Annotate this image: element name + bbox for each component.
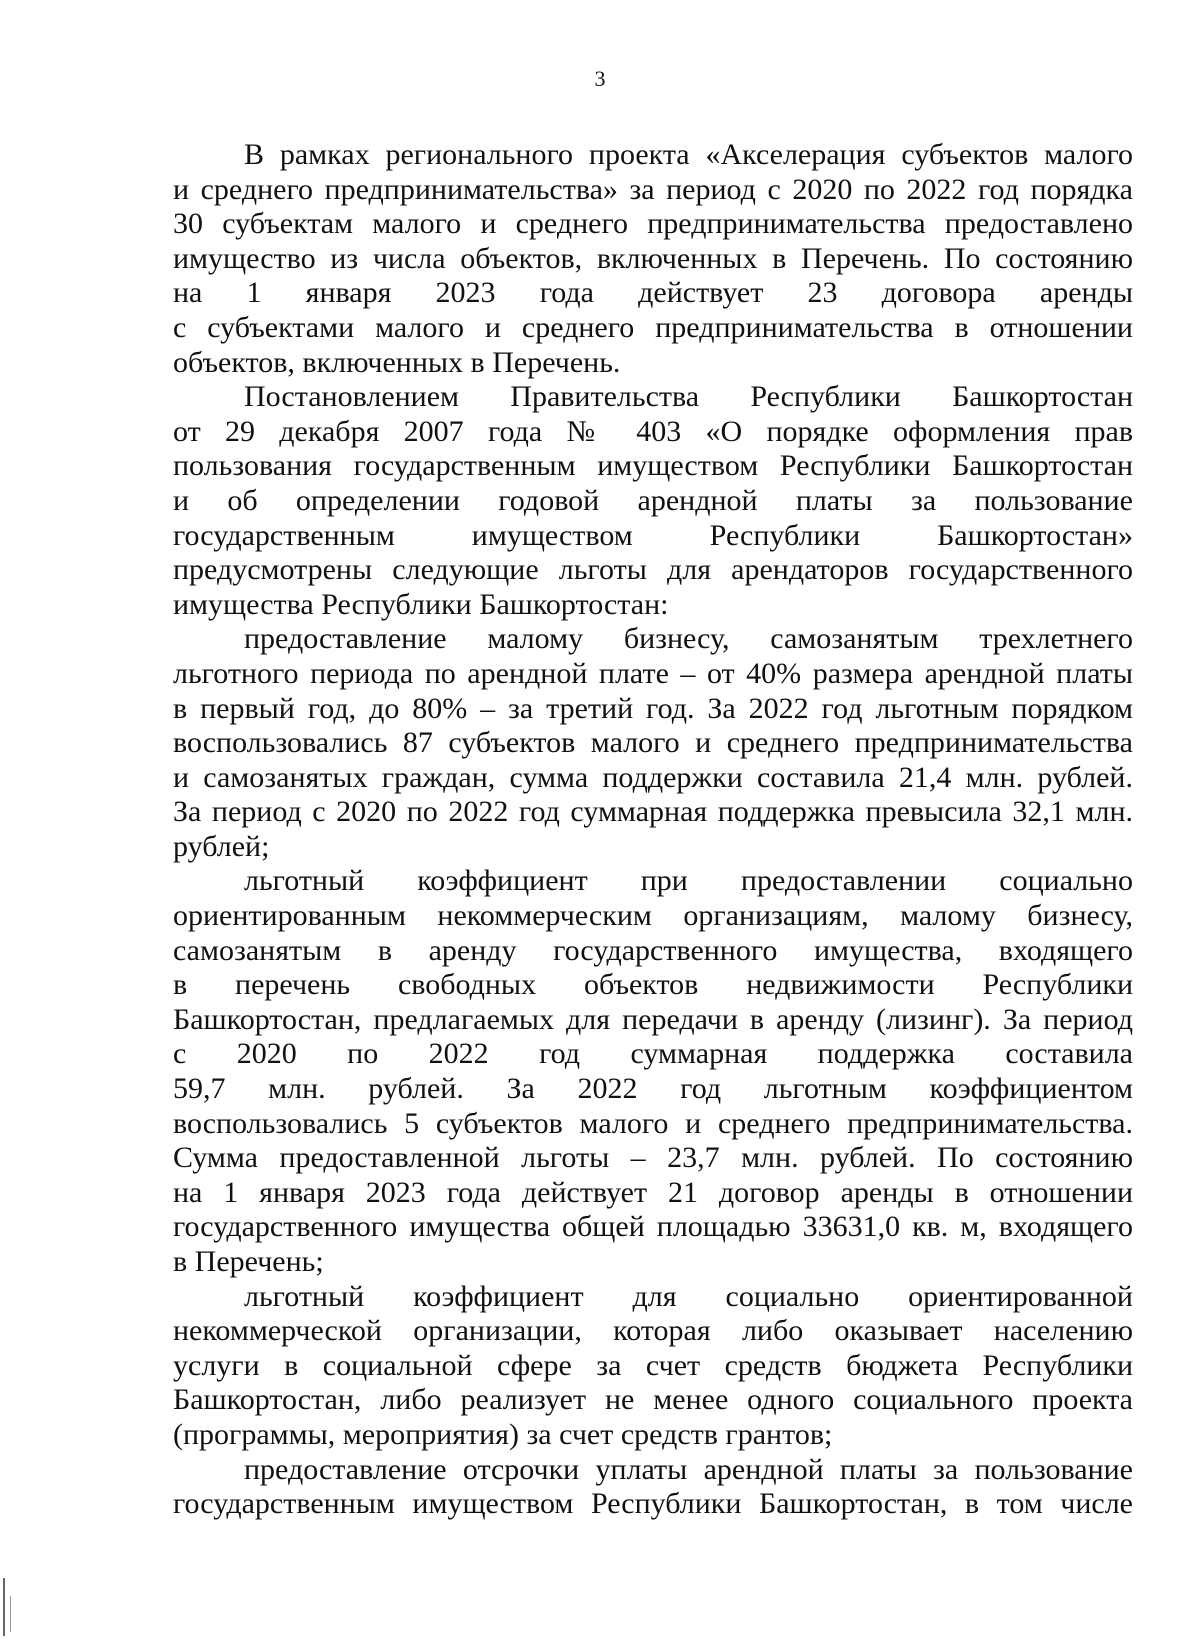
text-line: в первый год, до 80% – за третий год. За 2022 год льготным порядком (173, 691, 1133, 725)
text-line: в Перечень; (173, 1245, 324, 1278)
text-line: на 1 января 2023 года действует 23 договора аренды (173, 276, 1133, 310)
text-line: и самозанятых граждан, сумма поддержки составила 21,4 млн. рублей. (173, 760, 1133, 794)
scan-edge-mark (3, 1578, 5, 1636)
text-line: 59,7 млн. рублей. За 2022 год льготным коэффициентом (173, 1072, 1133, 1106)
text-line: и среднего предпринимательства» за период с 2020 по 2022 год порядка (173, 172, 1133, 206)
text-line: государственного имущества общей площадью 33631,0 кв. м, входящего (173, 1210, 1133, 1244)
text-line: Башкортостан, предлагаемых для передачи в аренду (лизинг). За период (173, 1002, 1133, 1036)
text-line: самозанятым в аренду государственного имущества, входящего (173, 933, 1133, 967)
paragraph (173, 1453, 1133, 1522)
text-line: воспользовались 87 субъектов малого и среднего предпринимательства (173, 726, 1133, 760)
text-line: и об определении годовой арендной платы за пользование (173, 483, 1133, 517)
paragraph (173, 1280, 1133, 1453)
text-line: имущество из числа объектов, включенных в Перечень. По состоянию (173, 241, 1133, 275)
text-line: с субъектами малого и среднего предпринимательства в отношении (173, 310, 1133, 344)
text-line: льготный коэффициент при предоставлении социально (244, 864, 1133, 898)
text-line: некоммерческой организации, которая либо оказывает населению (173, 1314, 1133, 1348)
text-line: 30 субъектам малого и среднего предпринимательства предоставлено (173, 207, 1133, 241)
text-line: В рамках регионального проекта «Акселерация субъектов малого (244, 138, 1133, 171)
text-line: предоставление отсрочки уплаты арендной платы за пользование (244, 1452, 1133, 1486)
text-line: Постановлением Правительства Республики Башкортостан (244, 380, 1133, 414)
text-line: государственным имуществом Республики Башкортостан, в том числе (173, 1487, 1133, 1521)
scan-edge-mark (10, 1596, 11, 1632)
text-line: в перечень свободных объектов недвижимости Республики (173, 968, 1133, 1002)
paragraph (173, 380, 1133, 622)
text-line: предоставление малому бизнесу, самозанятым трехлетнего (244, 622, 1133, 656)
text-line: Башкортостан, либо реализует не менее одного социального проекта (173, 1383, 1133, 1417)
text-line: государственным имуществом Республики Башкортостан» (173, 518, 1133, 552)
paragraph (173, 138, 1133, 380)
text-line: от 29 декабря 2007 года № 403 «О порядке оформления прав (173, 414, 1133, 448)
text-line: За период с 2020 по 2022 год суммарная поддержка превысила 32,1 млн. (173, 795, 1133, 829)
text-line: рублей; (173, 829, 270, 863)
text-line: воспользовались 5 субъектов малого и среднего предпринимательства. (173, 1106, 1133, 1140)
text-line: предусмотрены следующие льготы для арендаторов государственного (173, 553, 1133, 587)
page-number: 3 (594, 66, 606, 91)
text-line: льготный коэффициент для социально ориентированной (244, 1279, 1133, 1313)
text-line: (программы, мероприятия) за счет средств грантов; (173, 1417, 833, 1451)
text-line: льготного периода по арендной плате – от 40% размера арендной платы (173, 656, 1133, 690)
text-line: с 2020 по 2022 год суммарная поддержка составила (173, 1037, 1133, 1071)
text-line: на 1 января 2023 года действует 21 договор аренды в отношении (173, 1175, 1133, 1209)
text-line: объектов, включенных в Перечень. (173, 345, 621, 379)
document-body (173, 138, 1133, 1522)
text-line: Сумма предоставленной льготы – 23,7 млн. рублей. По состоянию (173, 1141, 1133, 1175)
text-line: ориентированным некоммерческим организациям, малому бизнесу, (173, 899, 1133, 933)
text-line: имущества Республики Башкортостан: (173, 587, 669, 621)
text-line: пользования государственным имуществом Республики Башкортостан (173, 449, 1133, 483)
paragraph (173, 864, 1133, 1279)
text-line: услуги в социальной сфере за счет средств бюджета Республики (173, 1348, 1133, 1382)
paragraph (173, 622, 1133, 864)
